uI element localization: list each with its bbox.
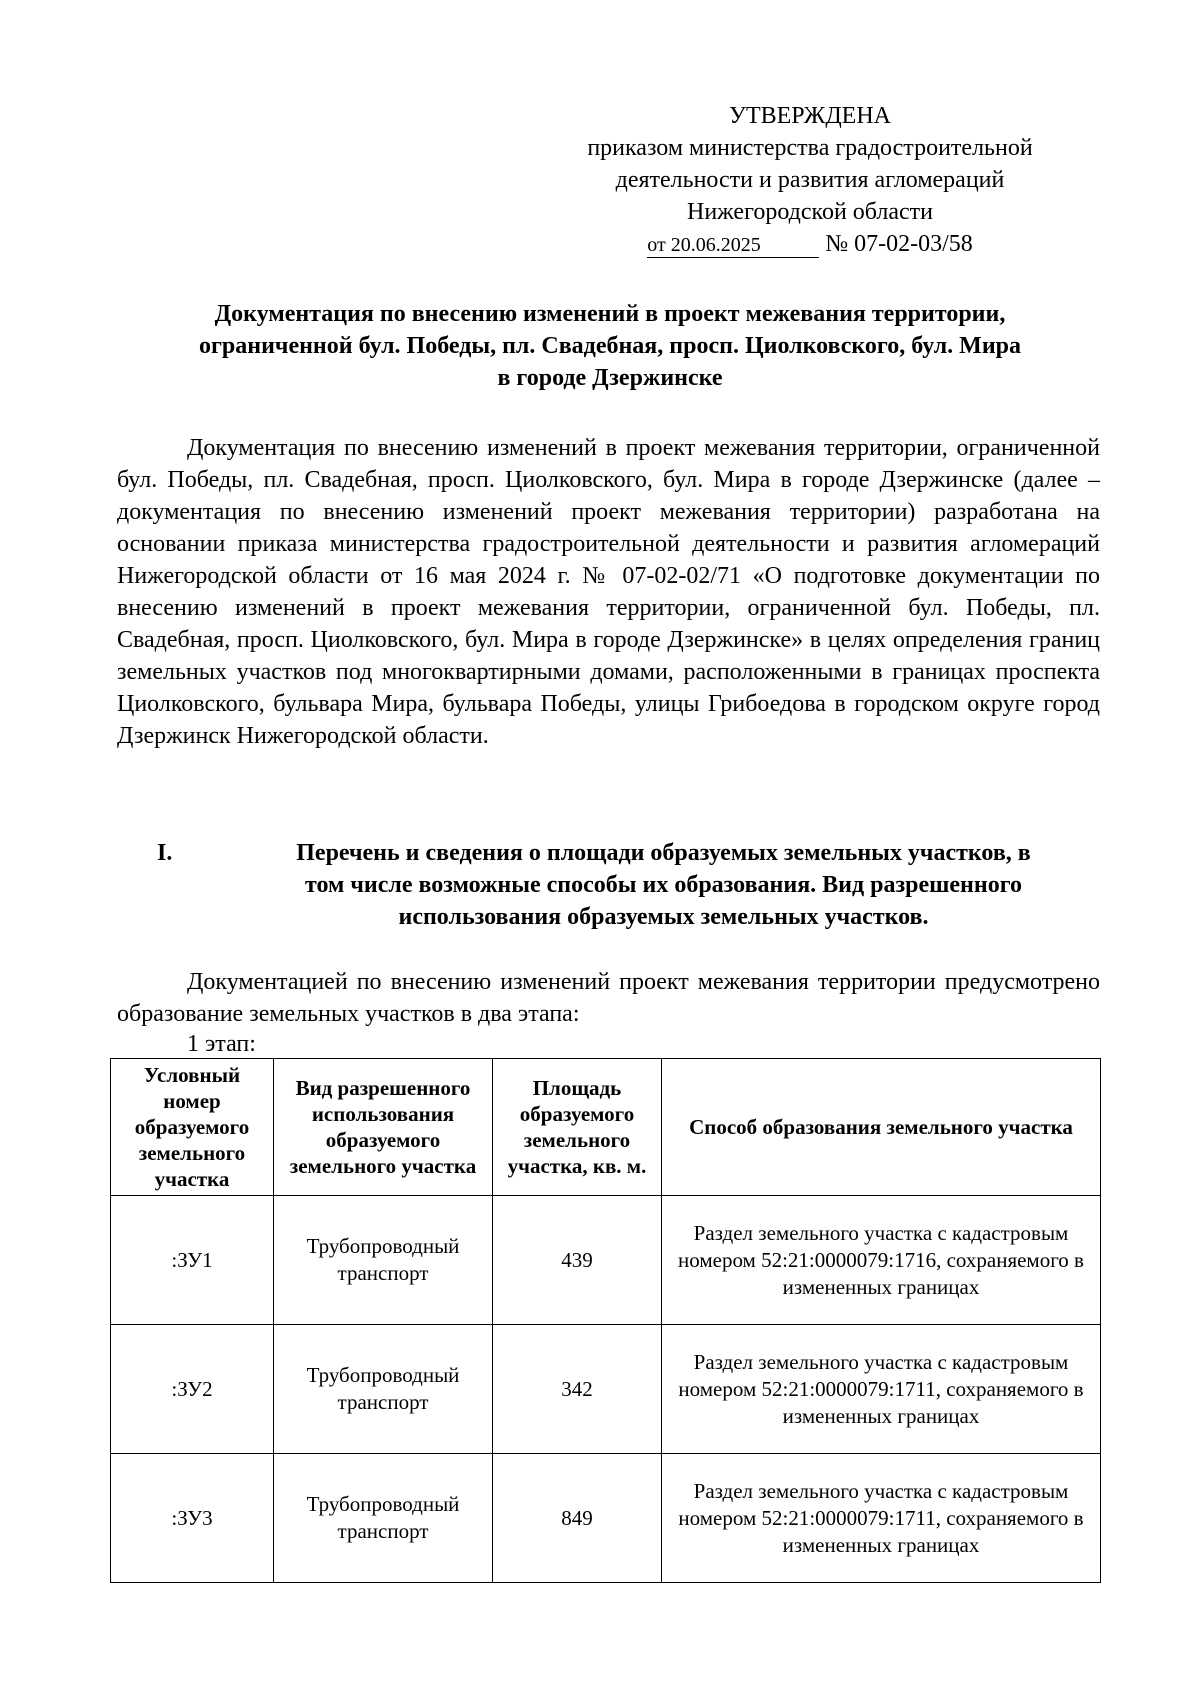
title-line: в городе Дзержинске <box>497 365 723 391</box>
approval-line: приказом министерства градостроительной <box>587 135 1033 161</box>
cell-plot-number: :ЗУ2 <box>111 1325 274 1454</box>
approval-reference <box>540 228 1080 260</box>
cell-formation-method: Раздел земельного участка с кадастровым номером 52:21:0000079:1711, сохраняемого в измененных границах <box>662 1325 1101 1454</box>
section-title-line: использования образуемых земельных участков. <box>398 904 929 930</box>
table-row <box>111 1196 1101 1325</box>
title-line: Документация по внесению изменений в проект межевания территории, <box>214 301 1006 327</box>
table-header-row <box>111 1059 1101 1196</box>
header-permitted-use: Вид разрешенного использования образуемого земельного участка <box>274 1059 493 1196</box>
approval-number: № 07-02-03/58 <box>825 231 973 257</box>
cell-area: 439 <box>493 1196 662 1325</box>
header-formation-method: Способ образования земельного участка <box>662 1059 1101 1196</box>
land-plots-table <box>110 1058 1101 1583</box>
approval-status: УТВЕРЖДЕНА <box>728 103 892 129</box>
approval-date: 20.06.2025 <box>670 234 761 256</box>
approval-block <box>540 100 1080 260</box>
section-title-line: Перечень и сведения о площади образуемых земельных участков, в <box>296 840 1031 866</box>
cell-formation-method: Раздел земельного участка с кадастровым номером 52:21:0000079:1711, сохраняемого в измененных границах <box>662 1454 1101 1583</box>
cell-permitted-use: Трубопроводный транспорт <box>274 1454 493 1583</box>
approval-date-prefix: от <box>647 234 666 256</box>
intro-paragraph: Документация по внесению изменений в проект межевания территории, ограниченной бул. Победы, пл. Свадебная, просп. Циолковского, бул. Мира в городе Дзержинске (далее – документация по внесению изменений проект межевания территории) разработана на основании приказа министерства градостроительной деятельности и развития агломераций Нижегородской области от 16 мая 2024 г. № 07-02-02/71 «О подготовке документации по внесению изменений в проект межевания территории, ограниченной бул. Победы, пл. Свадебная, просп. Циолковского, бул. Мира в городе Дзержинске» в целях определения границ земельных участков под многоквартирными домами, расположенными в границах проспекта Циолковского, бульвара Мира, бульвара Победы, улицы Грибоедова в городском округе город Дзержинск Нижегородской области. <box>117 435 1100 749</box>
cell-formation-method: Раздел земельного участка с кадастровым номером 52:21:0000079:1716, сохраняемого в измененных границах <box>662 1196 1101 1325</box>
approval-date-field <box>647 233 819 258</box>
stages-paragraph: Документацией по внесению изменений проект межевания территории предусмотрено образование земельных участков в два этапа: <box>117 969 1100 1027</box>
table-row <box>111 1325 1101 1454</box>
header-area: Площадь образуемого земельного участка, кв. м. <box>493 1059 662 1196</box>
cell-plot-number: :ЗУ1 <box>111 1196 274 1325</box>
header-plot-number: Условный номер образуемого земельного участка <box>111 1059 274 1196</box>
cell-permitted-use: Трубопроводный транспорт <box>274 1196 493 1325</box>
cell-area: 342 <box>493 1325 662 1454</box>
approval-line: Нижегородской области <box>686 199 934 225</box>
cell-permitted-use: Трубопроводный транспорт <box>274 1325 493 1454</box>
section-title-line: том числе возможные способы их образования. Вид разрешенного <box>304 872 1023 898</box>
section-number: I. <box>157 840 173 866</box>
stage-label: 1 этап: <box>187 1031 256 1057</box>
approval-line: деятельности и развития агломераций <box>615 167 1005 193</box>
document-title <box>120 298 1100 394</box>
cell-area: 849 <box>493 1454 662 1583</box>
cell-plot-number: :ЗУ3 <box>111 1454 274 1583</box>
title-line: ограниченной бул. Победы, пл. Свадебная, просп. Циолковского, бул. Мира <box>199 333 1021 359</box>
table-row <box>111 1454 1101 1583</box>
section-title <box>227 837 1100 933</box>
